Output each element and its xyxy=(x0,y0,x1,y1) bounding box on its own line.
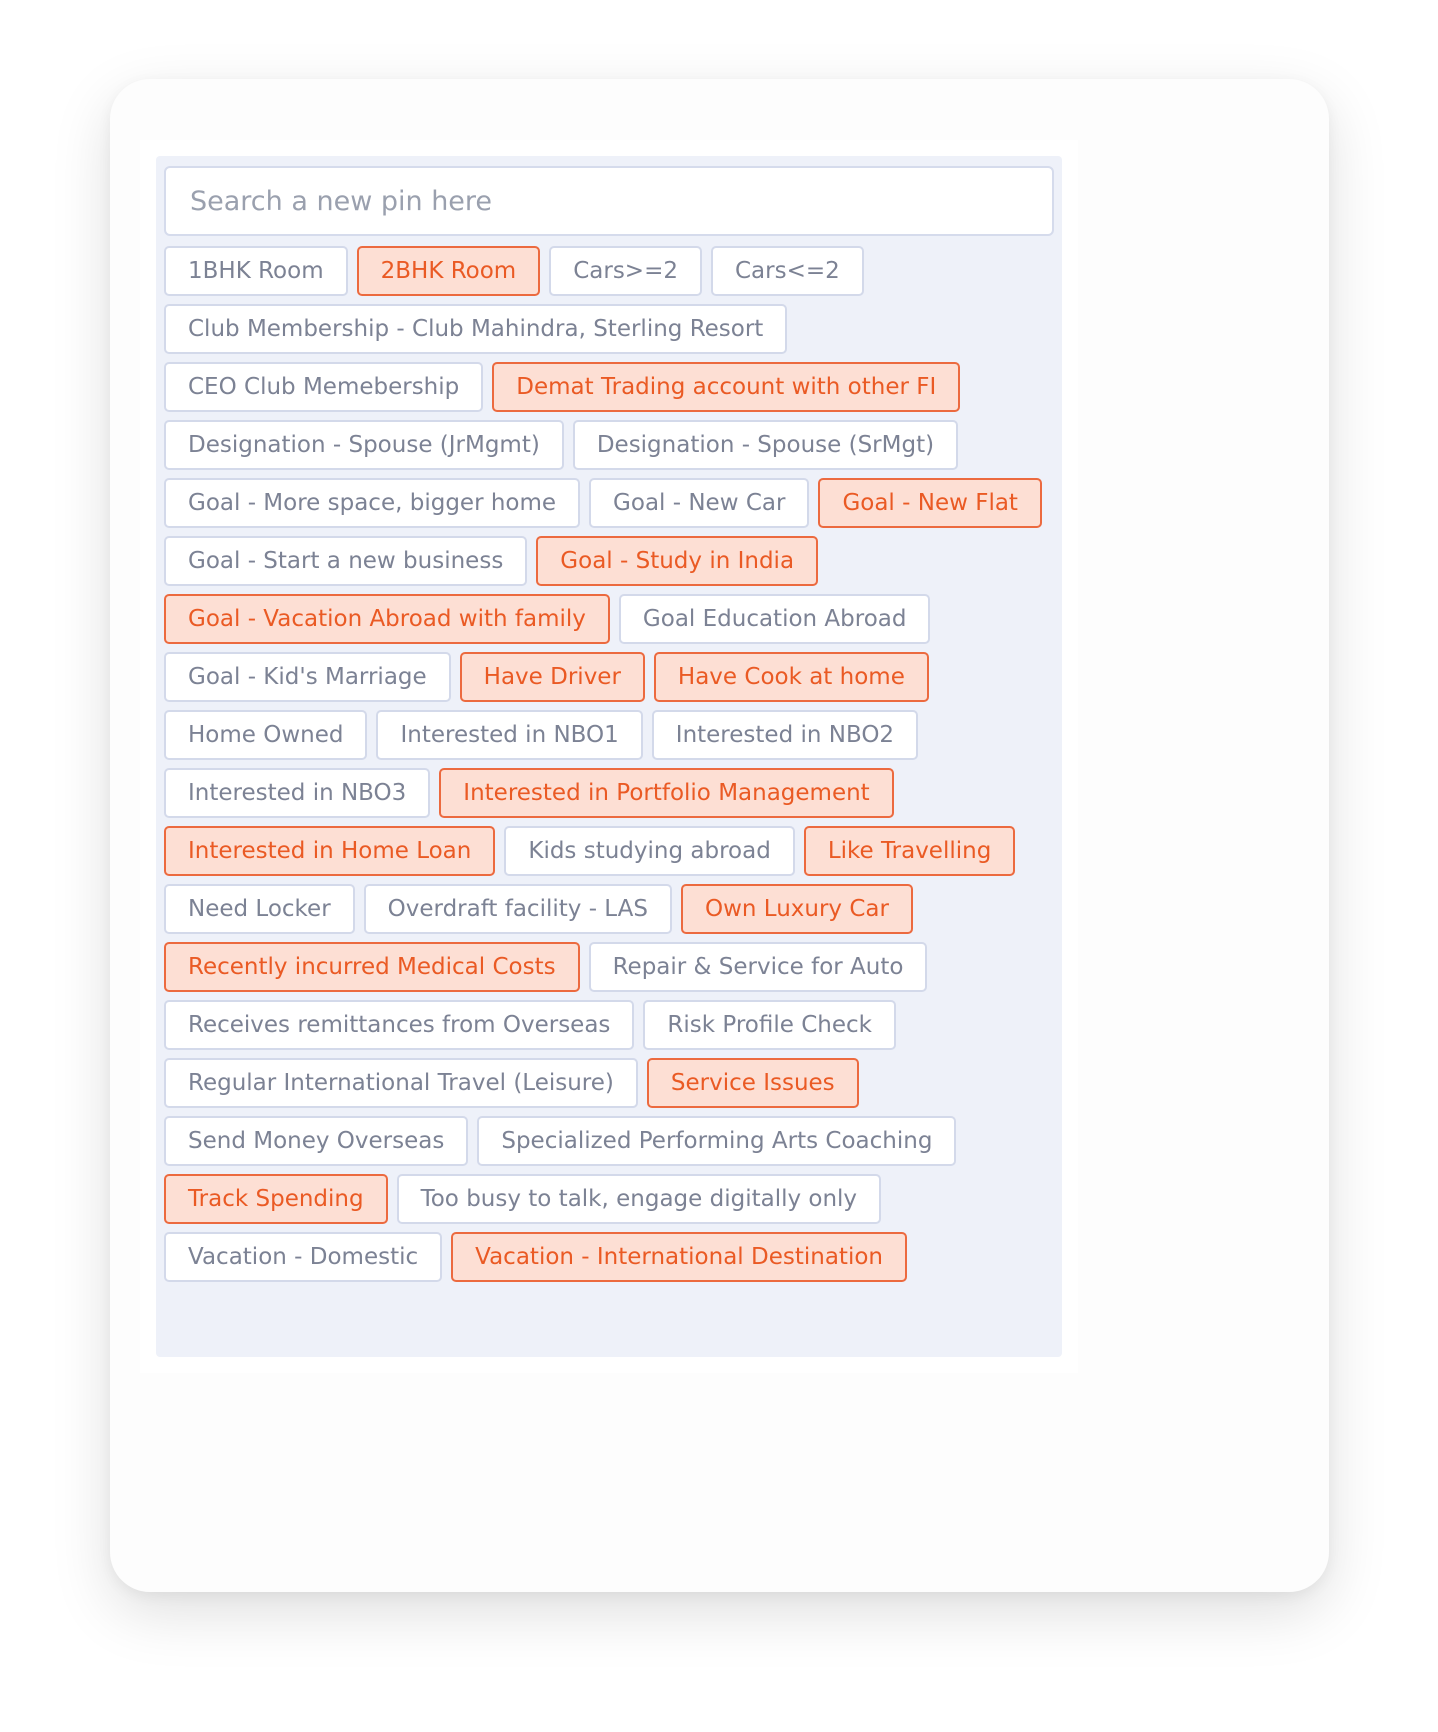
pin-tag[interactable]: Goal Education Abroad xyxy=(619,594,931,644)
pin-tag[interactable]: Interested in NBO2 xyxy=(652,710,918,760)
pin-tag-selected[interactable]: Track Spending xyxy=(164,1174,388,1224)
pin-tag-selected[interactable]: Goal - Vacation Abroad with family xyxy=(164,594,610,644)
pin-tag[interactable]: 1BHK Room xyxy=(164,246,348,296)
pin-tag[interactable]: Club Membership - Club Mahindra, Sterling Resort xyxy=(164,304,787,354)
pin-tag[interactable]: Goal - More space, bigger home xyxy=(164,478,580,528)
pin-tag[interactable]: Risk Profile Check xyxy=(643,1000,896,1050)
pin-tag-selected[interactable]: Vacation - International Destination xyxy=(451,1232,907,1282)
pin-tag[interactable]: CEO Club Memebership xyxy=(164,362,483,412)
pin-tag[interactable]: Cars<=2 xyxy=(711,246,864,296)
pin-tag[interactable]: Goal - New Car xyxy=(589,478,809,528)
pin-tag[interactable]: Send Money Overseas xyxy=(164,1116,468,1166)
pin-tag-selected[interactable]: Own Luxury Car xyxy=(681,884,913,934)
pin-tag-selected[interactable]: Like Travelling xyxy=(804,826,1016,876)
pin-tag-selected[interactable]: 2BHK Room xyxy=(357,246,541,296)
pin-tag-selected[interactable]: Goal - Study in India xyxy=(536,536,818,586)
pin-tag-selected[interactable]: Interested in Portfolio Management xyxy=(439,768,893,818)
pin-tag[interactable]: Designation - Spouse (JrMgmt) xyxy=(164,420,564,470)
pin-panel xyxy=(156,156,1062,1357)
pin-tag[interactable]: Receives remittances from Overseas xyxy=(164,1000,634,1050)
pin-tag[interactable]: Goal - Start a new business xyxy=(164,536,527,586)
pin-tag-selected[interactable]: Demat Trading account with other FI xyxy=(492,362,960,412)
pin-list xyxy=(164,246,1054,1282)
pin-tag[interactable]: Too busy to talk, engage digitally only xyxy=(397,1174,881,1224)
pin-tag-selected[interactable]: Have Cook at home xyxy=(654,652,929,702)
pin-tag-selected[interactable]: Have Driver xyxy=(460,652,645,702)
pin-tag[interactable]: Goal - Kid's Marriage xyxy=(164,652,451,702)
search-input[interactable] xyxy=(164,166,1054,236)
pin-tag[interactable]: Need Locker xyxy=(164,884,355,934)
pin-picker xyxy=(140,140,1078,1373)
pin-tag[interactable]: Home Owned xyxy=(164,710,367,760)
pin-tag[interactable]: Interested in NBO3 xyxy=(164,768,430,818)
pin-tag[interactable]: Specialized Performing Arts Coaching xyxy=(477,1116,956,1166)
pin-tag[interactable]: Cars>=2 xyxy=(549,246,702,296)
pin-tag[interactable]: Repair & Service for Auto xyxy=(589,942,928,992)
pin-tag-selected[interactable]: Service Issues xyxy=(647,1058,859,1108)
pin-tag[interactable]: Regular International Travel (Leisure) xyxy=(164,1058,638,1108)
pin-tag[interactable]: Designation - Spouse (SrMgt) xyxy=(573,420,958,470)
pin-tag[interactable]: Overdraft facility - LAS xyxy=(364,884,672,934)
pin-tag-selected[interactable]: Recently incurred Medical Costs xyxy=(164,942,580,992)
pin-tag[interactable]: Interested in NBO1 xyxy=(376,710,642,760)
pin-tag-selected[interactable]: Interested in Home Loan xyxy=(164,826,495,876)
pin-tag[interactable]: Vacation - Domestic xyxy=(164,1232,442,1282)
pin-tag-selected[interactable]: Goal - New Flat xyxy=(818,478,1042,528)
pin-tag[interactable]: Kids studying abroad xyxy=(504,826,794,876)
